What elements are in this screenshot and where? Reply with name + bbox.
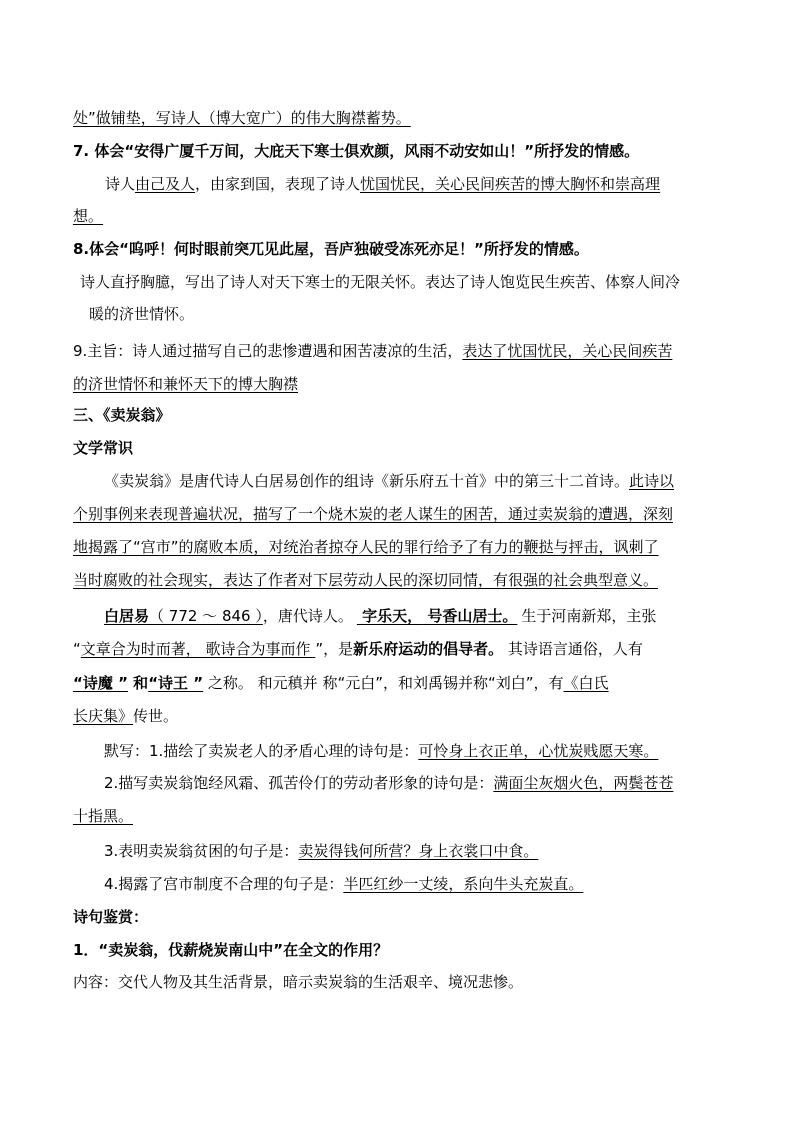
question-7: 7. 体会“安得广厦千万间，大庇天下寒士俱欢颜，风雨不动安如山！”所抒发的情感。 xyxy=(73,142,640,160)
recitation-item-2-cont: 十指黑。 xyxy=(73,807,134,825)
paragraph-line xyxy=(73,107,411,129)
author-line-2: “文章合为时而著， 歌诗合为事而作 ”，是新乐府运动的倡导者。 其诗语言通俗，人有 xyxy=(73,640,643,658)
answer-8-line-2: 暖的济世情怀。 xyxy=(89,305,195,323)
answer-8-line-1: 诗人直抒胸臆，写出了诗人对天下寒士的无限关怀。表达了诗人饱览民生疾苦、体察人间冷 xyxy=(80,273,681,291)
author-line-4: 长庆集》传世。 xyxy=(73,707,179,725)
answer-7-line-2: 想。 xyxy=(73,207,104,225)
author-line-1: 白居易（ 772 ～ 846 ），唐代诗人。 字乐天， 号香山居士。 生于河南新郑，主张 xyxy=(104,607,657,625)
appreciation-question-1: 1．“卖炭翁，伐薪烧炭南山中”在全文的作用？ xyxy=(73,941,389,959)
question-8: 8.体会“呜呼！何时眼前突兀见此屋，吾庐独破受冻死亦足！”所抒发的情感。 xyxy=(73,240,589,258)
subheading-literary-knowledge: 文学常识 xyxy=(73,439,134,457)
recitation-item-1: 默写：1.描绘了卖炭老人的矛盾心理的诗句是：可怜身上衣正单，心忧炭贱愿天寒。 xyxy=(104,742,659,760)
theme-line-1: 9.主旨：诗人通过描写自己的悲惨遭遇和困苦凄凉的生活，表达了忧国忧民，关心民间疾苦 xyxy=(73,342,673,360)
recitation-item-4: 4.揭露了宫市制度不合理的句子是：半匹红纱一丈绫，系向牛头充炭直。 xyxy=(104,875,584,893)
recitation-item-3: 3.表明卖炭翁贫困的句子是：卖炭得钱何所营？身上衣裳口中食。 xyxy=(104,842,539,860)
theme-line-2: 的济世情怀和兼怀天下的博大胸襟 xyxy=(73,375,299,393)
underlined-text: 处”做铺垫，写诗人（博大宽广）的伟大胸襟蓄势。 xyxy=(73,109,411,127)
intro-line-1: 《卖炭翁》是唐代诗人白居易创作的组诗《新乐府五十首》中的第三十二首诗。此诗以 xyxy=(104,472,675,490)
author-line-3: “诗魔 ” 和“诗王 ” 之称。 和元稹并 称“元白”，和刘禹锡并称“刘白”，有《白氏 xyxy=(73,674,609,692)
intro-line-2: 个别事例来表现普遍状况，描写了一个烧木炭的老人谋生的困苦，通过卖炭翁的遭遇，深刻 xyxy=(73,505,674,523)
subheading-appreciation: 诗句鉴赏： xyxy=(73,908,149,926)
appreciation-answer-1: 内容：交代人物及其生活背景，暗示卖炭翁的生活艰辛、境况悲惨。 xyxy=(73,973,524,991)
section-heading: 三、《卖炭翁》 xyxy=(73,406,171,424)
recitation-item-2: 2.描写卖炭翁饱经风霜、孤苦伶仃的劳动者形象的诗句是：满面尘灰烟火色，两鬓苍苍 xyxy=(104,774,674,792)
answer-7-line-1: 诗人由己及人，由家到国，表现了诗人忧国忧民，关心民间疾苦的博大胸怀和崇高理 xyxy=(105,175,661,193)
intro-line-4: 当时腐败的社会现实，表达了作者对下层劳动人民的深切同情，有很强的社会典型意义。 xyxy=(73,571,659,589)
intro-line-3: 地揭露了“宫市”的腐败本质，对统治者掠夺人民的罪行给予了有力的鞭挞与抨击，讽刺了 xyxy=(73,538,659,556)
